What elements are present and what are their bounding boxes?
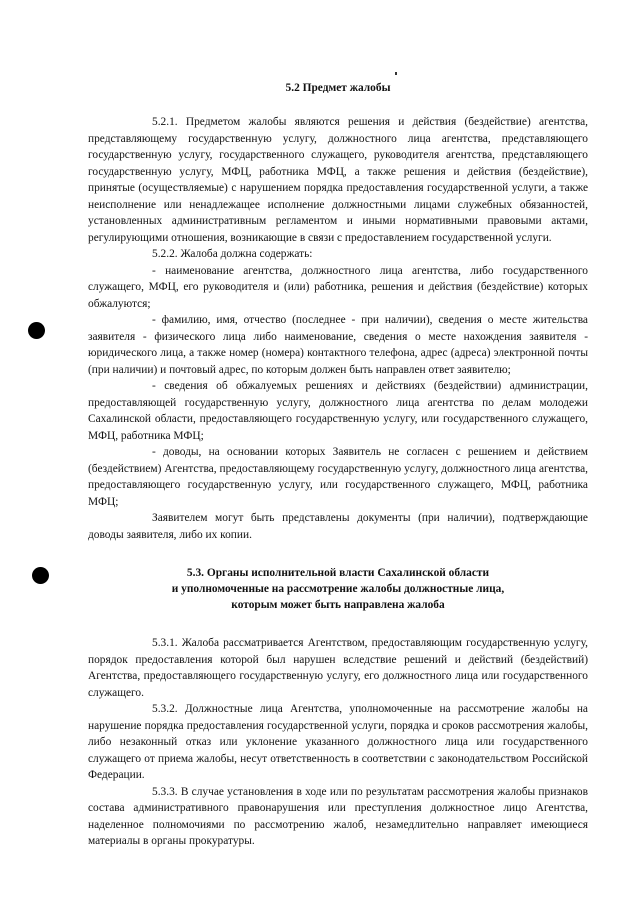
section-5-3-heading-line-1: 5.3. Органы исполнительной власти Сахалинской области (186, 567, 490, 579)
list-item-agency-name: - наименование агентства, должностного лица агентства, либо государственного служащего, МФЦ, его руководителя и (или) работника, решения и действия (бездействие) которых обжалуются; (88, 264, 588, 310)
punch-hole-bottom (32, 567, 49, 584)
paragraph-5-2-1: 5.2.1. Предметом жалобы являются решения и действия (бездействие) агентства, представляющему государственную услугу, должностного лица агентства, представляющего государственную услугу, государственного служащего, руководителя агентства, представляющего государственную услугу, МФЦ, работника МФЦ, а также решения и действия (бездействие), принятые (осуществляемые) с нарушением порядка предоставления государственной услуги, а также неисполнение или ненадлежащее исполнение должностными лицами служебных обязанностей, установленных административным регламентом и иными нормативными правовыми актами, регулирующими отношения, возникающие в связи с предоставлением государственной услуги. (88, 116, 588, 244)
paragraph-5-3-3: 5.3.3. В случае установления в ходе или по результатам рассмотрения жалобы признаков состава административного правонарушения или преступления должностное лицо Агентства, наделенное полномочиями по рассмотрению жалоб, незамедлительно направляет имеющиеся материалы в органы прокуратуры. (88, 785, 588, 847)
paragraph-5-3-1: 5.3.1. Жалоба рассматривается Агентством, предоставляющим государственную услугу, порядок предоставления которой был нарушен вследствие решений и действий (бездействий) Агентства, предоставляющего государственную услугу, его должностного лица или государственного служащего. (88, 637, 588, 699)
section-5-2-heading: 5.2 Предмет жалобы (285, 82, 391, 94)
list-item-applicant-info: - фамилию, имя, отчество (последнее - при наличии), сведения о месте жительства заявителя - физического лица либо наименование, сведения о месте нахождения заявителя - юридического лица, а также номер (номера) контактного телефона, адрес (адреса) электронной почты (при наличии) и почтовый адрес, по которым должен быть направлен ответ заявителю; (88, 314, 588, 376)
section-5-3-heading-line-3: которым может быть направлена жалоба (231, 599, 445, 611)
paragraph-5-3-2: 5.3.2. Должностные лица Агентства, уполномоченные на рассмотрение жалобы на нарушение порядка предоставления государственной услуги, порядка и сроков рассмотрения жалобы, либо незаконный отказ или уклонение указанного должностного лица или государственного служащего от приема жалобы, несут ответственность в соответствии с законодательством Российской Федерации. (88, 703, 588, 781)
list-item-appealed-decisions: - сведения об обжалуемых решениях и действиях (бездействии) администрации, предоставляющей государственную услугу, должностного лица агентства по делам молодежи Сахалинской области, предоставляющего государственную услугу, или государственного служащего, МФЦ, работника МФЦ; (88, 380, 588, 442)
list-item-arguments: - доводы, на основании которых Заявитель не согласен с решением и действием (бездействием) Агентства, предоставляющему государственную услугу, должностного лица агентства, предоставляющего государственную услугу, или государственного служащего, МФЦ, работника МФЦ; (88, 446, 588, 508)
punch-hole-top (28, 322, 45, 339)
paragraph-supporting-documents: Заявителем могут быть представлены документы (при наличии), подтверждающие доводы заявителя, либо их копии. (88, 512, 588, 541)
page-content (88, 80, 588, 850)
scan-speck (395, 72, 397, 75)
paragraph-5-2-2: 5.2.2. Жалоба должна содержать: (152, 248, 313, 260)
section-5-3-heading-line-2: и уполномоченные на рассмотрение жалобы должностные лица, (171, 583, 505, 595)
